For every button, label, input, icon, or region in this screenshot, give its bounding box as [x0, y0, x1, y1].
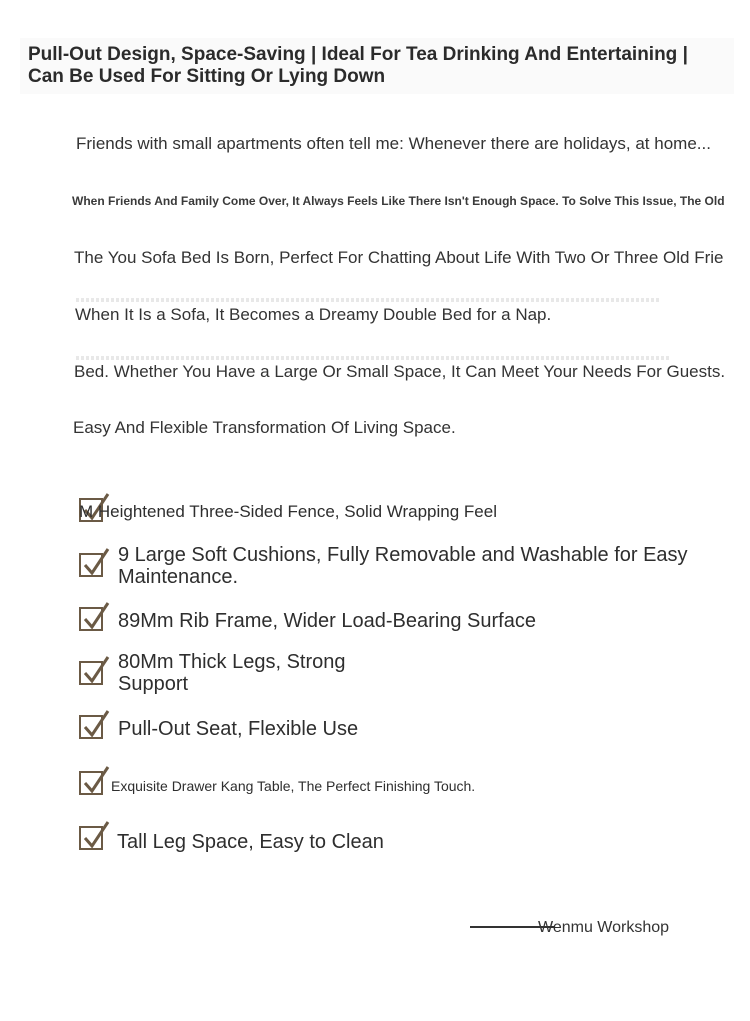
faded-text-line: [76, 298, 660, 302]
checkbox-checked-icon: [79, 553, 103, 577]
feature-label: Exquisite Drawer Kang Table, The Perfect Finishing Touch.: [111, 778, 476, 794]
checkbox-checked-icon: [79, 661, 103, 685]
paragraph-4: When It Is a Sofa, It Becomes a Dreamy Double Bed for a Nap.: [75, 305, 552, 324]
checkbox-checked-icon: [79, 715, 103, 739]
checkbox-checked-icon: [79, 771, 103, 795]
signature: Wenmu Workshop: [538, 919, 670, 936]
paragraph-3: The You Sofa Bed Is Born, Perfect For Chatting About Life With Two Or Three Old Frie: [74, 248, 724, 267]
feature-label: 9 Large Soft Cushions, Fully Removable and Washable for Easy Maintenance.: [118, 544, 688, 588]
feature-label: 89Mm Rib Frame, Wider Load-Bearing Surface: [118, 610, 536, 632]
paragraph-5: Bed. Whether You Have a Large Or Small Space, It Can Meet Your Needs For Guests.: [74, 362, 726, 381]
feature-label: M Heightened Three-Sided Fence, Solid Wrapping Feel: [79, 502, 497, 521]
feature-label: 80Mm Thick Legs, Strong Support: [118, 651, 346, 695]
page-title: Pull-Out Design, Space-Saving | Ideal For Tea Drinking And Entertaining | Can Be Used For Sitting Or Lying Down: [20, 38, 734, 94]
feature-label: Tall Leg Space, Easy to Clean: [117, 831, 384, 853]
paragraph-6: Easy And Flexible Transformation Of Living Space.: [73, 418, 456, 437]
checkbox-checked-icon: [79, 826, 103, 850]
checkbox-checked-icon: [79, 607, 103, 631]
paragraph-2: When Friends And Family Come Over, It Always Feels Like There Isn't Enough Space. To Solve This Issue, The Old: [72, 194, 725, 208]
feature-label: Pull-Out Seat, Flexible Use: [118, 718, 359, 740]
paragraph-1: Friends with small apartments often tell me: Whenever there are holidays, at home...: [76, 134, 711, 153]
faded-text-line: [76, 356, 670, 360]
